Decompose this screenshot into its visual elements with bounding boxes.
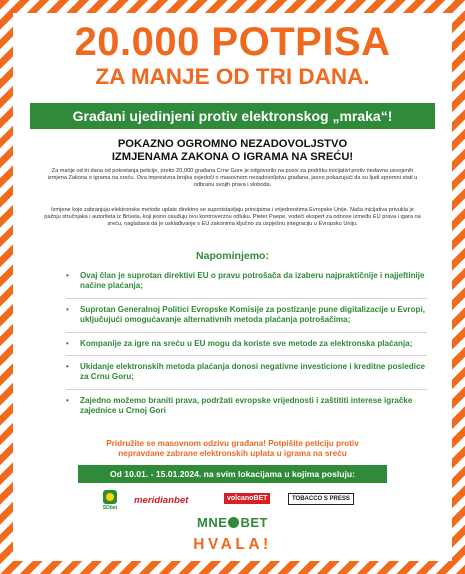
list-item-text: Suprotan Generalnoj Politici Evropske Komisije za postizanje pune digitalizacije u Evropi, uključujući omogućavanje alternativnih metoda plaćanja potrošačima; [80, 304, 425, 325]
meridianbet-logo: meridianbet [134, 495, 189, 506]
cta-line-1: Pridružite se masovnom odzivu građana! Potpišite peticiju protiv [106, 439, 359, 448]
list-item [66, 396, 427, 417]
closing-thanks: HVALA! [193, 536, 272, 553]
bullet-icon: • [66, 338, 69, 348]
headline-line-2: IZMJENAMA ZAKONA O IGRAMA NA SREĆU! [111, 151, 354, 163]
list-item-text: Zajedno možemo braniti prava, podržati evropske vrijednosti i zaštititi interese igračke zajednice u Crnoj Gori [80, 395, 413, 416]
notes-title: Napominjemo: [196, 250, 269, 262]
divider [66, 332, 427, 333]
tobacco-s-press-logo: TOBACCO S PRESS [288, 493, 354, 505]
bullet-icon: • [66, 304, 69, 314]
sdbet-logo [96, 490, 124, 516]
bullet-icon: • [66, 362, 69, 372]
main-subtitle: ZA MANJE OD TRI DANA. [95, 64, 370, 89]
mnebet-right: BET [240, 515, 268, 530]
call-to-action [40, 439, 425, 459]
list-item [66, 339, 427, 349]
headline [40, 138, 425, 164]
sdbet-label: SDbet [102, 505, 118, 511]
volcanobet-logo: volcanoBET [224, 493, 270, 504]
list-item-text: Ovaj član je suprotan direktivi EU o pravu potrošača da izaberu najpraktičnije i najjeftinije načine plaćanja; [80, 271, 425, 291]
list-item [66, 305, 427, 326]
mnebet-logo [0, 515, 465, 530]
notes-list [66, 271, 427, 417]
divider [66, 298, 427, 299]
paragraph-1: Za manje od tri dana od pokretanja peticije, preko 20,000 građana Crne Gore je odgovorilo na poziv za podršku inicijativi protiv nedavno usvojenih izmjena Zakona o igrama na sreću. Ova impresivna brojka svjedoči o masovnom nezadovoljstvu građana, jasno pokazujući da su ljudi spremni stati u odbranu svojih prava i sloboda. [47, 168, 418, 189]
headline-line-1: POKAZNO OGROMNO NEZADOVOLJSTVO [117, 138, 348, 150]
green-banner: Građani ujedinjeni protiv elektronskog „mraka“! [30, 103, 435, 129]
dates-banner: Od 10.01. - 15.01.2024. na svim lokacijama u kojima posluju: [78, 465, 387, 483]
list-item [66, 271, 427, 292]
cta-line-2: nepravdane zabrane elektronskih uplata u igrama na sreću [118, 449, 347, 458]
sponsor-logos [96, 488, 405, 516]
bullet-icon: • [66, 271, 69, 280]
list-item [66, 362, 427, 383]
list-item-text: Ukidanje elektronskih metoda plaćanja donosi negativne investicione i kreditne posledice za Crnu Goru; [80, 362, 425, 382]
list-item-text: Kompanije za igre na sreću u EU mogu da koriste sve metode za elektronska plaćanja; [80, 338, 413, 348]
divider [66, 389, 427, 390]
main-title: 20.000 POTPISA [74, 20, 391, 64]
paragraph-2: Izmjene koje zabranjuju elektronske metode uplate direktno se suprotstavljaju principima i vrijednostima Evropske Unije. Naša inicijativa privukla je pažnju stručnjaka i autoriteta iz Brisela, koji jesno osuđuju ovu kontroverznu odluku. Pieter Paepe, vodeći ekspert za odnose između EU prava i igara na sreću, naglašava da je usklađivanje s EU zakonima ključno za uspješnu integraciju u Evropsku Uniju. [44, 207, 421, 228]
divider [66, 355, 427, 356]
mnebet-left: MNE [197, 515, 228, 530]
bullet-icon: • [66, 395, 69, 405]
ball-icon [228, 517, 239, 528]
sdbet-icon [103, 490, 117, 504]
